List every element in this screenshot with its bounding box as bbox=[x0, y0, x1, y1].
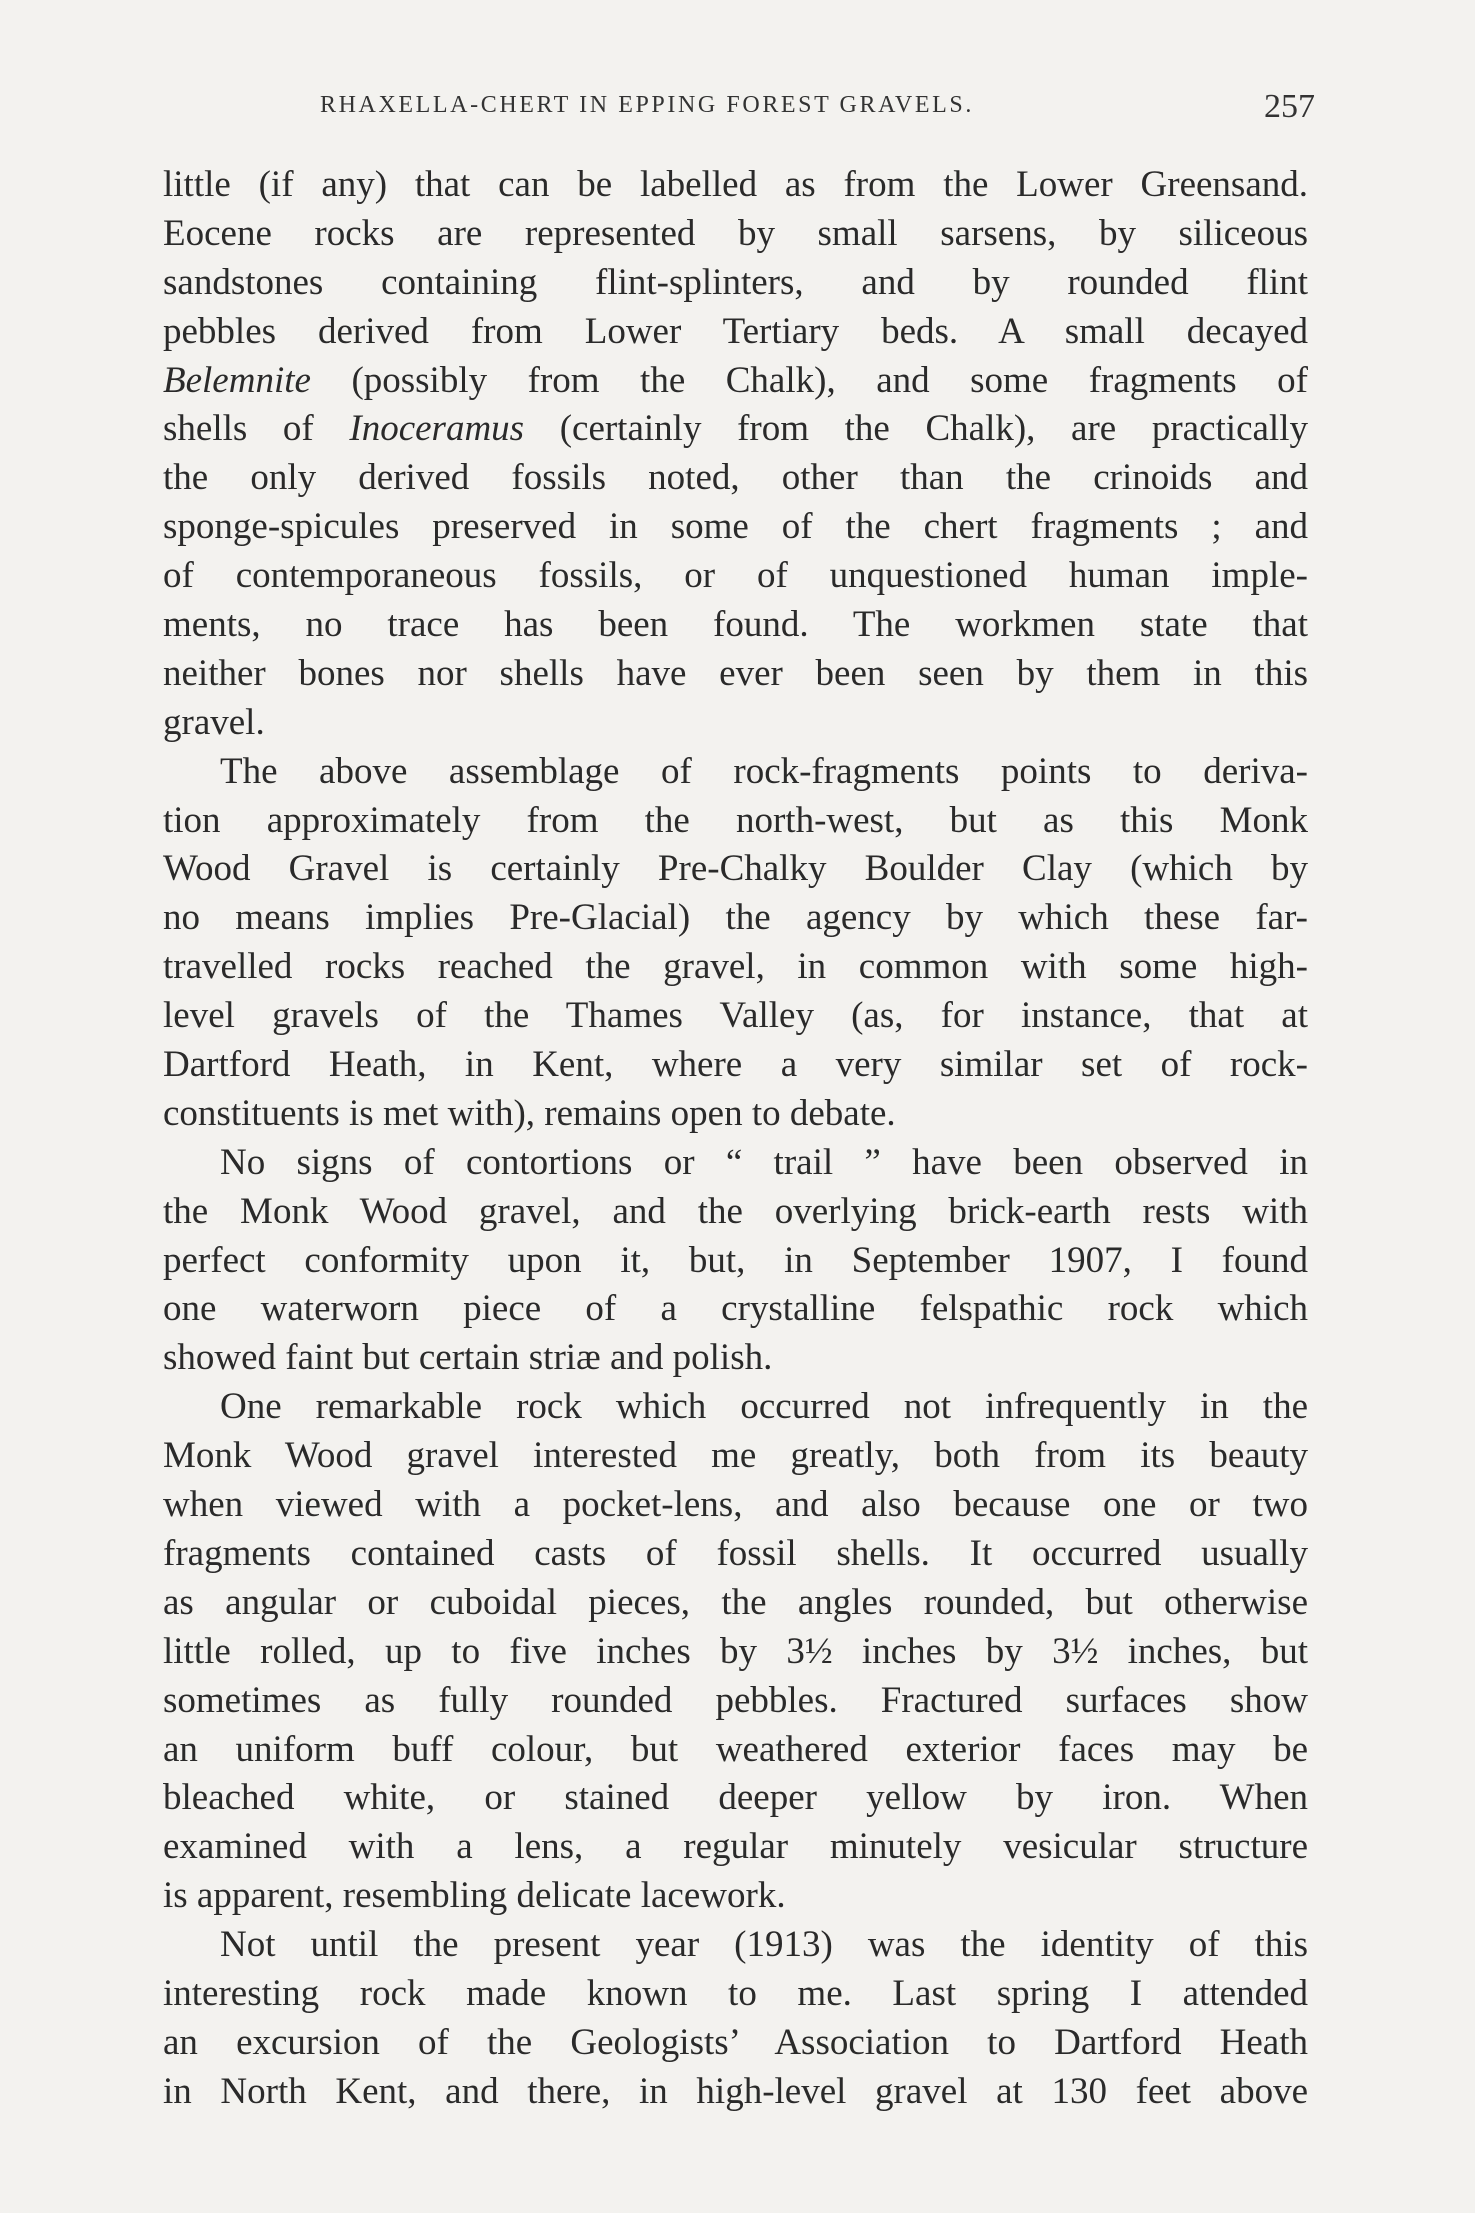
text-line: No signs of contortions or “ trail ” have been observed in bbox=[220, 1141, 1308, 1183]
text-line: showed faint but certain striæ and polish. bbox=[163, 1337, 773, 1379]
text-line: pebbles derived from Lower Tertiary beds. A small decayed bbox=[163, 310, 1308, 352]
paragraph bbox=[163, 748, 1308, 1139]
text-line: bleached white, or stained deeper yellow by iron. When bbox=[163, 1777, 1308, 1819]
text-line: no means implies Pre-Glacial) the agency by which these far- bbox=[163, 897, 1308, 939]
text-line: sometimes as fully rounded pebbles. Fractured surfaces show bbox=[163, 1679, 1308, 1721]
text-line: one waterworn piece of a crystalline felspathic rock which bbox=[163, 1288, 1308, 1330]
text-line: in North Kent, and there, in high-level gravel at 130 feet above bbox=[163, 2070, 1308, 2112]
text-line: perfect conformity upon it, but, in September 1907, I found bbox=[163, 1239, 1308, 1281]
text-line: The above assemblage of rock-fragments points to deriva- bbox=[220, 750, 1308, 792]
text-line: level gravels of the Thames Valley (as, for instance, that at bbox=[163, 995, 1308, 1037]
text-line: is apparent, resembling delicate lacework. bbox=[163, 1875, 786, 1917]
text-line: little (if any) that can be labelled as from the Lower Greensand. bbox=[163, 164, 1308, 205]
paragraph bbox=[163, 161, 1308, 748]
text-line: ments, no trace has been found. The workmen state that bbox=[163, 604, 1308, 646]
text-line: shells of Inoceramus (certainly from the Chalk), are practically bbox=[163, 408, 1308, 450]
page-number: 257 bbox=[1264, 88, 1315, 125]
text-line: Dartford Heath, in Kent, where a very similar set of rock- bbox=[163, 1044, 1308, 1086]
running-title: RHAXELLA-CHERT IN EPPING FOREST GRAVELS. bbox=[320, 92, 974, 118]
text-line: Not until the present year (1913) was the identity of this bbox=[220, 1924, 1308, 1966]
text-line: Monk Wood gravel interested me greatly, both from its beauty bbox=[163, 1435, 1308, 1477]
text-line: neither bones nor shells have ever been seen by them in this bbox=[163, 652, 1308, 694]
text-line: sponge-spicules preserved in some of the chert fragments ; and bbox=[163, 506, 1308, 548]
text-line: Eocene rocks are represented by small sarsens, by siliceous bbox=[163, 212, 1308, 254]
text-line: sandstones containing flint-splinters, and by rounded flint bbox=[163, 261, 1308, 303]
text-line: Wood Gravel is certainly Pre-Chalky Boulder Clay (which by bbox=[163, 848, 1308, 890]
text-line: the Monk Wood gravel, and the overlying brick-earth rests with bbox=[163, 1190, 1308, 1232]
text-line: interesting rock made known to me. Last spring I attended bbox=[163, 1972, 1308, 2014]
body-text bbox=[163, 161, 1308, 2117]
text-line: tion approximately from the north-west, but as this Monk bbox=[163, 799, 1308, 841]
text-line: fragments contained casts of fossil shells. It occurred usually bbox=[163, 1532, 1308, 1574]
text-line: as angular or cuboidal pieces, the angles rounded, but otherwise bbox=[163, 1581, 1308, 1623]
text-line: travelled rocks reached the gravel, in common with some high- bbox=[163, 946, 1308, 988]
text-line: constituents is met with), remains open to debate. bbox=[163, 1092, 896, 1134]
text-line: gravel. bbox=[163, 701, 265, 743]
text-line: when viewed with a pocket-lens, and also because one or two bbox=[163, 1484, 1308, 1526]
paragraph bbox=[163, 1139, 1308, 1383]
running-head bbox=[165, 88, 1315, 128]
text-line: little rolled, up to five inches by 3½ inches by 3½ inches, but bbox=[163, 1630, 1308, 1672]
text-line: an excursion of the Geologists’ Association to Dartford Heath bbox=[163, 2021, 1308, 2063]
paragraph bbox=[163, 1921, 1308, 2117]
text-line: of contemporaneous fossils, or of unquestioned human imple- bbox=[163, 555, 1308, 597]
text-line: examined with a lens, a regular minutely vesicular structure bbox=[163, 1826, 1308, 1868]
text-line: the only derived fossils noted, other than the crinoids and bbox=[163, 457, 1308, 499]
text-line: One remarkable rock which occurred not infrequently in the bbox=[220, 1386, 1308, 1428]
text-line: an uniform buff colour, but weathered exterior faces may be bbox=[163, 1728, 1308, 1770]
paragraph bbox=[163, 1383, 1308, 1921]
text-line: Belemnite (possibly from the Chalk), and some fragments of bbox=[163, 359, 1308, 401]
